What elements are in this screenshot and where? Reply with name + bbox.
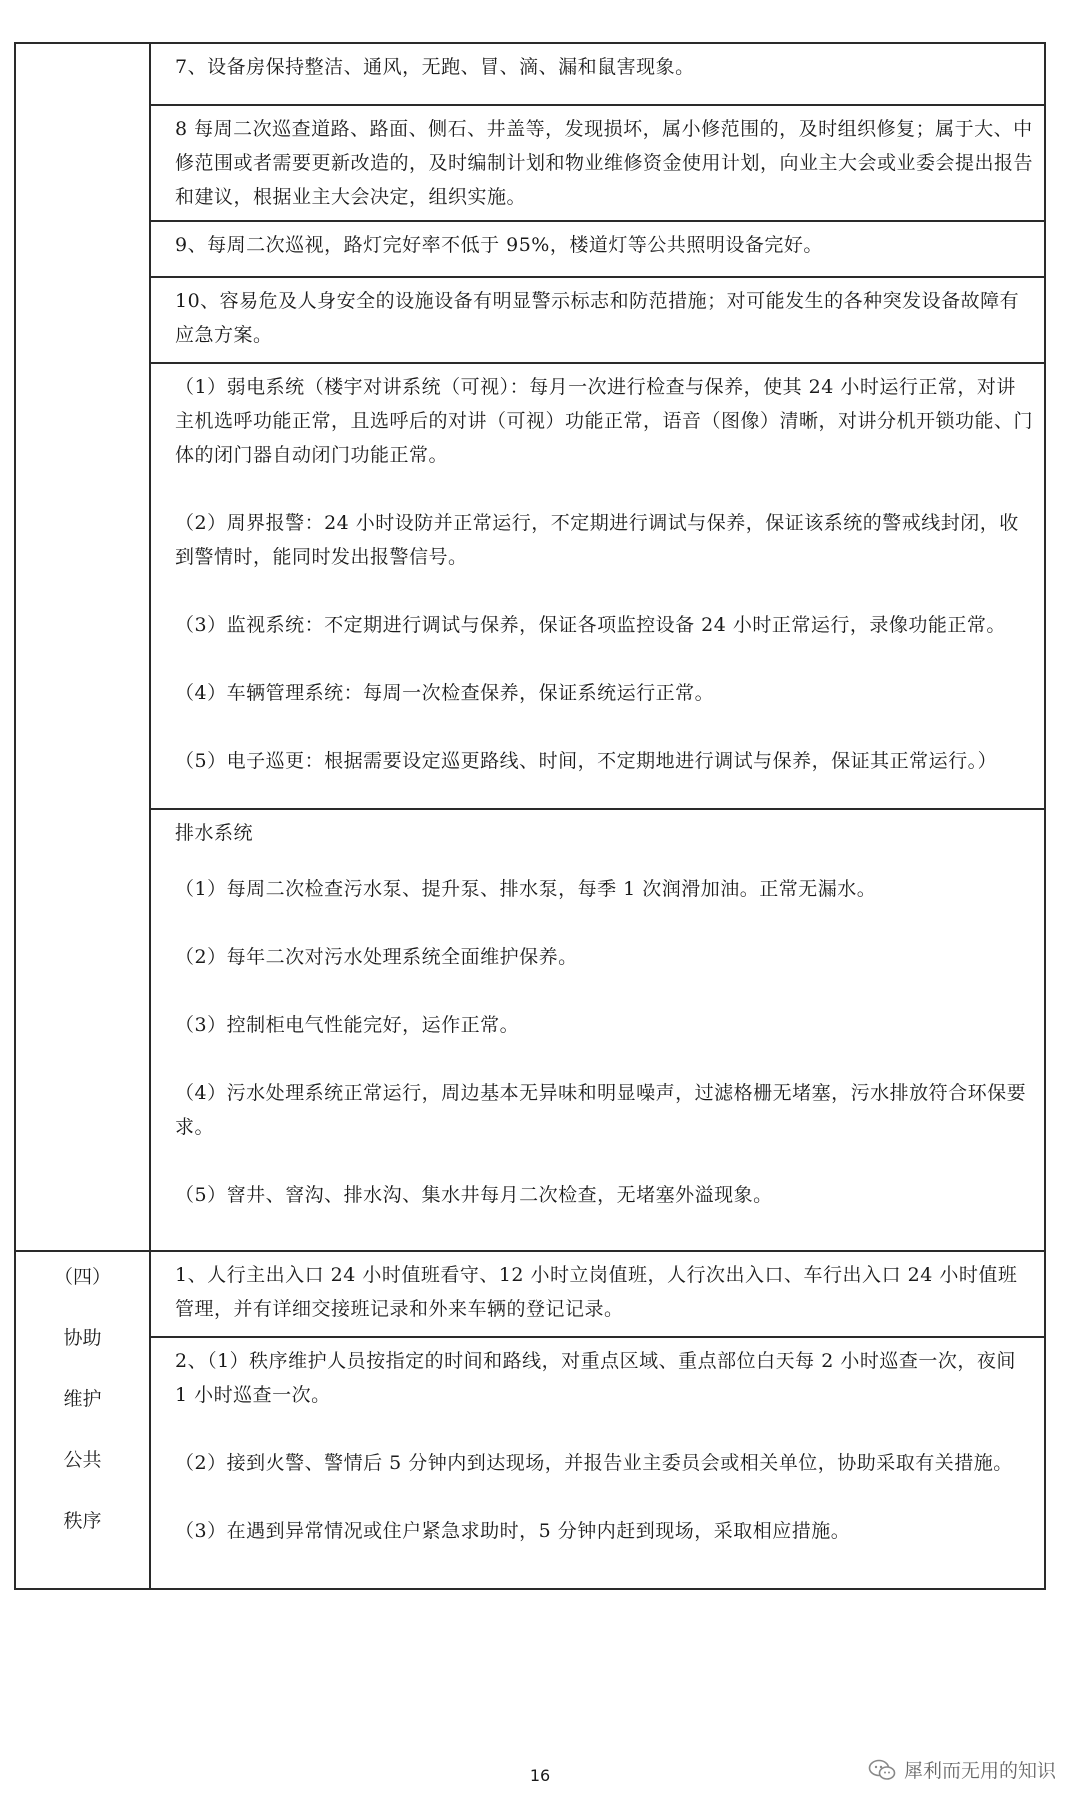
table-row bbox=[15, 277, 1045, 363]
content-cell bbox=[150, 105, 1045, 221]
row-text: （3）监视系统：不定期进行调试与保养，保证各项监控设备 24 小时正常运行，录像功能正常。 bbox=[175, 614, 1006, 636]
row-text: （4）车辆管理系统：每周一次检查保养，保证系统运行正常。 bbox=[175, 682, 715, 704]
table-row bbox=[15, 221, 1045, 277]
section-number: （四） bbox=[53, 1266, 111, 1288]
row-text: 8 每周二次巡查道路、路面、侧石、井盖等，发现损坏，属小修范围的，及时组织修复；属于大、中修范围或者需要更新改造的，及时编制计划和物业维修资金使用计划，向业主大会或业委会提出报告和建议，根据业主大会决定，组织实施。 bbox=[175, 118, 1034, 208]
table-row bbox=[15, 43, 1045, 105]
weak-current-system-cell bbox=[150, 363, 1045, 809]
table-row bbox=[15, 363, 1045, 809]
section-label-line: 公共 bbox=[63, 1449, 102, 1471]
row-text: （2）周界报警：24 小时设防并正常运行，不定期进行调试与保养，保证该系统的警戒线封闭，收到警情时，能同时发出报警信号。 bbox=[175, 512, 1019, 568]
row-text: 7、设备房保持整洁、通风，无跑、冒、滴、漏和鼠害现象。 bbox=[175, 56, 695, 78]
content-cell bbox=[150, 1337, 1045, 1589]
row-text: （1）每周二次检查污水泵、提升泵、排水泵，每季 1 次润滑加油。正常无漏水。 bbox=[175, 878, 877, 900]
row-text: （5）窨井、窨沟、排水沟、集水井每月二次检查，无堵塞外溢现象。 bbox=[175, 1184, 773, 1206]
table-row bbox=[15, 105, 1045, 221]
row-text: （2）每年二次对污水处理系统全面维护保养。 bbox=[175, 946, 578, 968]
table-row bbox=[15, 809, 1045, 1251]
row-text: （5）电子巡更：根据需要设定巡更路线、时间，不定期地进行调试与保养，保证其正常运行。） bbox=[175, 750, 998, 772]
row-text: （3）控制柜电气性能完好，运作正常。 bbox=[175, 1014, 520, 1036]
table-row bbox=[15, 1251, 1045, 1337]
row-text: （2）接到火警、警情后 5 分钟内到达现场，并报告业主委员会或相关单位，协助采取有关措施。 bbox=[175, 1452, 1013, 1474]
row-text: （4）污水处理系统正常运行，周边基本无异味和明显噪声，过滤格栅无堵塞，污水排放符合环保要求。 bbox=[175, 1082, 1027, 1138]
watermark-text: 犀利而无用的知识 bbox=[903, 1760, 1056, 1782]
row-text: 10、容易危及人身安全的设施设备有明显警示标志和防范措施；对可能发生的各种突发设备故障有应急方案。 bbox=[175, 290, 1020, 346]
table-row bbox=[15, 1337, 1045, 1589]
row-text: （1）弱电系统（楼宇对讲系统（可视）：每月一次进行检查与保养，使其 24 小时运行正常，对讲主机选呼功能正常，且选呼后的对讲（可视）功能正常，语音（图像）清晰，对讲分机开锁功能、门体的闭门器自动闭门功能正常。 bbox=[175, 376, 1034, 466]
section-label-cell bbox=[15, 1251, 150, 1589]
row-text: 9、每周二次巡视，路灯完好率不低于 95%，楼道灯等公共照明设备完好。 bbox=[175, 234, 823, 256]
maintenance-standards-table bbox=[14, 42, 1046, 1590]
watermark bbox=[868, 1756, 1056, 1783]
wechat-icon bbox=[868, 1759, 896, 1781]
section-label-line: 协助 bbox=[63, 1327, 102, 1349]
content-cell bbox=[150, 1251, 1045, 1337]
row-heading: 排水系统 bbox=[175, 822, 254, 844]
drainage-system-cell bbox=[150, 809, 1045, 1251]
content-cell bbox=[150, 43, 1045, 105]
row-text: 1、人行主出入口 24 小时值班看守、12 小时立岗值班，人行次出入口、车行出入口 24 小时值班管理，并有详细交接班记录和外来车辆的登记记录。 bbox=[175, 1264, 1018, 1320]
content-cell bbox=[150, 221, 1045, 277]
empty-label-cell bbox=[15, 43, 150, 1251]
section-label-line: 维护 bbox=[63, 1388, 102, 1410]
section-label-line: 秩序 bbox=[63, 1510, 102, 1532]
content-cell bbox=[150, 277, 1045, 363]
page-number: 16 bbox=[529, 1766, 551, 1785]
row-text: （3）在遇到异常情况或住户紧急求助时，5 分钟内赶到现场，采取相应措施。 bbox=[175, 1520, 851, 1542]
row-text: 2、（1）秩序维护人员按指定的时间和路线，对重点区域、重点部位白天每 2 小时巡查一次，夜间 1 小时巡查一次。 bbox=[175, 1350, 1016, 1406]
